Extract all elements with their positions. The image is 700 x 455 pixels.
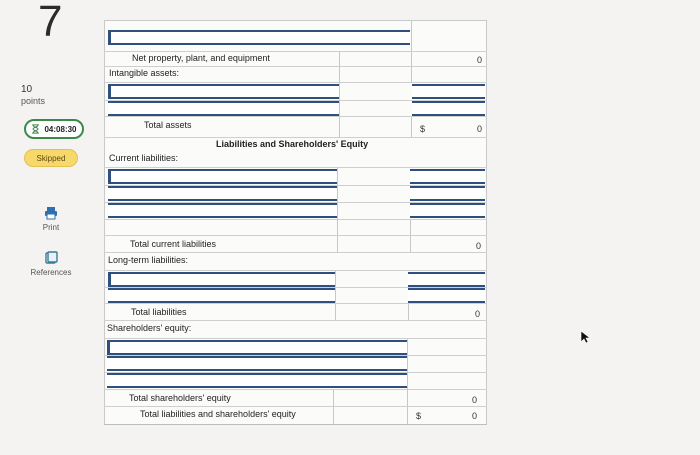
total-liab-equity-row (104, 407, 487, 425)
ppe-input-row (104, 20, 487, 52)
timer-value: 04:08:30 (44, 124, 77, 134)
long-term-input-row-2 (104, 288, 487, 304)
net-ppe-value: 0 (477, 55, 483, 65)
question-sidebar (0, 0, 100, 455)
equity-input-row-1 (104, 339, 487, 356)
print-button[interactable] (26, 206, 76, 232)
ppe-item-amount-input[interactable] (339, 30, 410, 45)
total-equity-label: Total shareholders' equity (129, 393, 231, 403)
total-liab-equity-value: 0 (472, 411, 478, 421)
print-label: Print (42, 223, 60, 232)
net-ppe-label: Net property, plant, and equipment (132, 53, 270, 63)
current-liabilities-label: Current liabilities: (109, 153, 179, 163)
equity-input-row-3 (104, 373, 487, 390)
total-current-liabilities-label: Total current liabilities (130, 239, 217, 249)
total-assets-label: Total assets (144, 120, 192, 130)
references-label: References (30, 268, 72, 277)
intangible-item-1-label-input[interactable] (108, 84, 339, 99)
current-liab-input-row-3 (104, 203, 487, 220)
total-liabilities-value: 0 (475, 309, 481, 319)
intangible-item-2-amount-input[interactable] (412, 101, 485, 116)
hourglass-icon (31, 124, 40, 134)
equity-input-row-2 (104, 356, 487, 373)
current-liab-2-amount-input[interactable] (410, 186, 485, 201)
current-liab-2-label-input[interactable] (108, 186, 337, 201)
equity-2-label-input[interactable] (107, 356, 333, 371)
intangible-item-1-amount-input[interactable] (412, 84, 485, 99)
current-liabilities-header-row (104, 151, 487, 168)
total-current-liabilities-row (104, 236, 487, 253)
intangible-input-row-2 (104, 101, 487, 117)
mouse-cursor-icon (580, 330, 592, 344)
total-assets-row (104, 117, 487, 138)
total-equity-row (104, 390, 487, 407)
current-liab-1-amount-input[interactable] (410, 169, 485, 184)
equity-header-row (104, 321, 487, 339)
timer[interactable] (24, 119, 84, 139)
liabilities-heading-row (104, 138, 487, 151)
ppe-item-label-input[interactable] (108, 30, 339, 45)
long-term-1-amount-input[interactable] (408, 272, 485, 287)
total-liab-equity-label: Total liabilities and shareholders' equity (140, 409, 296, 419)
equity-2-amount-input[interactable] (333, 356, 407, 371)
question-number: 7 (38, 0, 63, 46)
points-value: 10 (21, 84, 33, 95)
total-liabilities-label: Total liabilities (131, 307, 187, 317)
shareholders-equity-label: Shareholders' equity: (107, 323, 192, 333)
liabilities-equity-heading: Liabilities and Shareholders' Equity (216, 139, 369, 149)
equity-3-label-input[interactable] (107, 373, 333, 388)
long-term-2-label-input[interactable] (108, 288, 335, 303)
total-assets-dollar: $ (420, 124, 426, 134)
references-icon (44, 251, 58, 265)
intangible-header-row (104, 67, 487, 83)
long-term-2-amount-input[interactable] (408, 288, 485, 303)
net-ppe-row (104, 52, 487, 67)
equity-1-amount-input[interactable] (333, 340, 407, 355)
long-term-1-label-input[interactable] (108, 272, 335, 287)
long-term-header-row (104, 253, 487, 271)
current-liab-3-amount-input[interactable] (410, 203, 485, 218)
intangible-label: Intangible assets: (109, 68, 180, 78)
long-term-liabilities-label: Long-term liabilities: (108, 255, 189, 265)
total-assets-value: 0 (477, 124, 483, 134)
skipped-badge: Skipped (24, 149, 78, 167)
current-liab-input-row-2 (104, 186, 487, 203)
current-liab-input-row-1 (104, 168, 487, 186)
intangible-item-2-label-input[interactable] (108, 101, 339, 116)
intangible-input-row (104, 83, 487, 101)
total-current-liabilities-value: 0 (476, 241, 482, 251)
current-liab-1-label-input[interactable] (108, 169, 337, 184)
total-liab-equity-dollar: $ (416, 411, 422, 421)
points-label: points (21, 96, 46, 106)
current-liab-3-label-input[interactable] (108, 203, 337, 218)
print-icon (44, 206, 58, 220)
long-term-input-row-1 (104, 271, 487, 288)
equity-1-label-input[interactable] (107, 340, 333, 355)
equity-3-amount-input[interactable] (333, 373, 407, 388)
total-equity-value: 0 (472, 395, 478, 405)
current-liab-input-row-4 (104, 220, 487, 236)
total-liabilities-row (104, 304, 487, 321)
references-button[interactable] (26, 251, 76, 277)
